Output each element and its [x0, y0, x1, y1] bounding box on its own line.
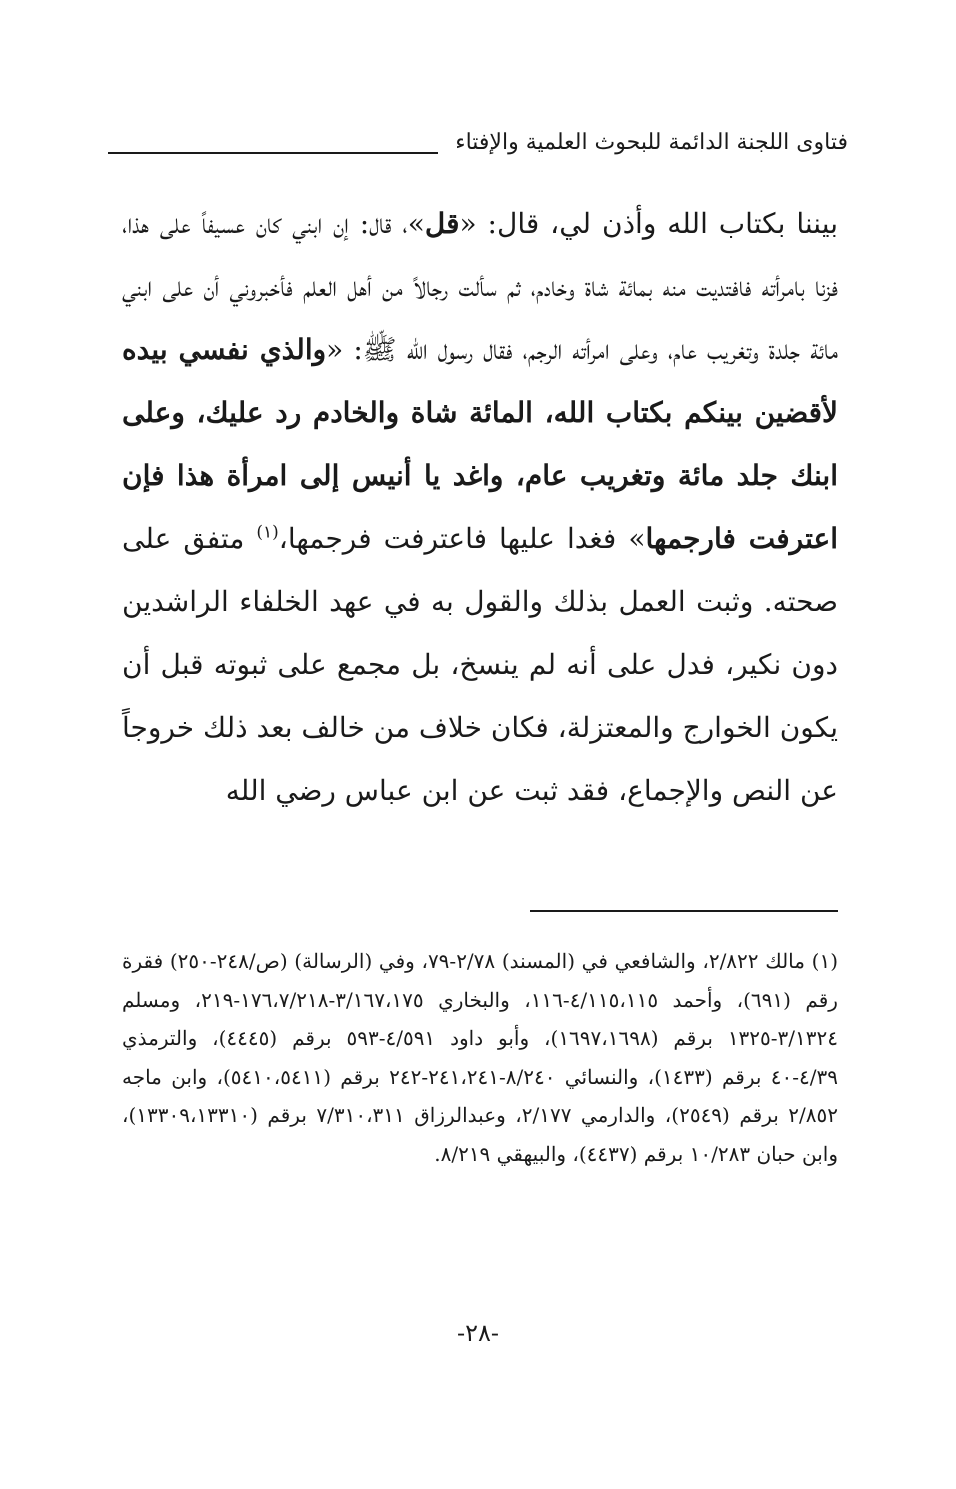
footnote: (١) مالك ٢/٨٢٢، والشافعي في (المسند) ٢/٧٨-٧٩، وفي (الرسالة) (ص/٢٤٨-٢٥٠) فقرة رقم (٦٩١)، وأحمد ٤/١١٥،١١٥-١١٦، والبخاري ٣/١٦٧،١٧٥-١٧٦،٧/٢١٨-٢١٩، ومسلم ٣/١٣٢٤-١٣٢٥ برقم (١٦٩٧،١٦٩٨)، وأبو داود ٤/٥٩١-٥٩٣ برقم (٤٤٤٥)، والترمذي ٤/٣٩-٤٠ برقم (١٤٣٣)، والنسائي ٨/٢٤٠-٢٤١،٢٤١-٢٤٢ برقم (٥٤١٠،٥٤١١)، وابن ماجه ٢/٨٥٢ برقم (٢٥٤٩)، والدارمي ٢/١٧٧، وعبدالرزاق ٧/٣١٠،٣١١ برقم (١٣٣٠٩،١٣٣١٠)، وابن حبان ١٠/٢٨٣ برقم (٤٤٣٧)، والبيهقي ٨/٢١٩. — [122, 949, 838, 1166]
running-header — [108, 128, 848, 168]
text-segment: متفق على صحته. وثبت العمل بذلك والقول به في عهد الخلفاء الراشدين دون نكير، فدل على أنه لم ينسخ، بل مجمع على ثبوته قبل أن يكون الخوارج والمعتزلة، فكان خلاف من خالف بعد ذلك خروجاً عن النص والإجماع، فقد ثبت عن ابن عباس رضي الله — [122, 522, 838, 807]
footnote-reference: (١) — [256, 522, 279, 543]
footnote-rule — [530, 910, 838, 912]
prophet-quote: قل — [424, 207, 460, 240]
text-segment: »، قال: إن ابني كان عسيفاً على هذا، فزنا بامرأته فافتديت منه بمائة شاة وخادم، ثم سألت رجالاً من أهل العلم فأخبروني أن على ابني مائة جلدة وتغريب عام، وعلى امرأته الرجم، فقال رسول الله ﷺ: « — [122, 207, 839, 366]
header-rule — [108, 152, 438, 154]
text-segment: » فغدا عليها فاعترفت فرجمها، — [278, 522, 646, 555]
text-segment: بيننا بكتاب الله وأذن لي، قال: « — [459, 207, 838, 240]
main-text — [122, 192, 838, 822]
running-title: فتاوى اللجنة الدائمة للبحوث العلمية والإفتاء — [455, 130, 848, 155]
prophet-quote: والذي نفسي بيده لأقضين بينكم بكتاب الله، المائة شاة والخادم رد عليك، وعلى ابنك جلد مائة وتغريب عام، واغد يا أنيس إلى امرأة هذا فإن اعترفت فارجمها — [122, 333, 839, 555]
page-number: -٢٨- — [457, 1319, 499, 1347]
